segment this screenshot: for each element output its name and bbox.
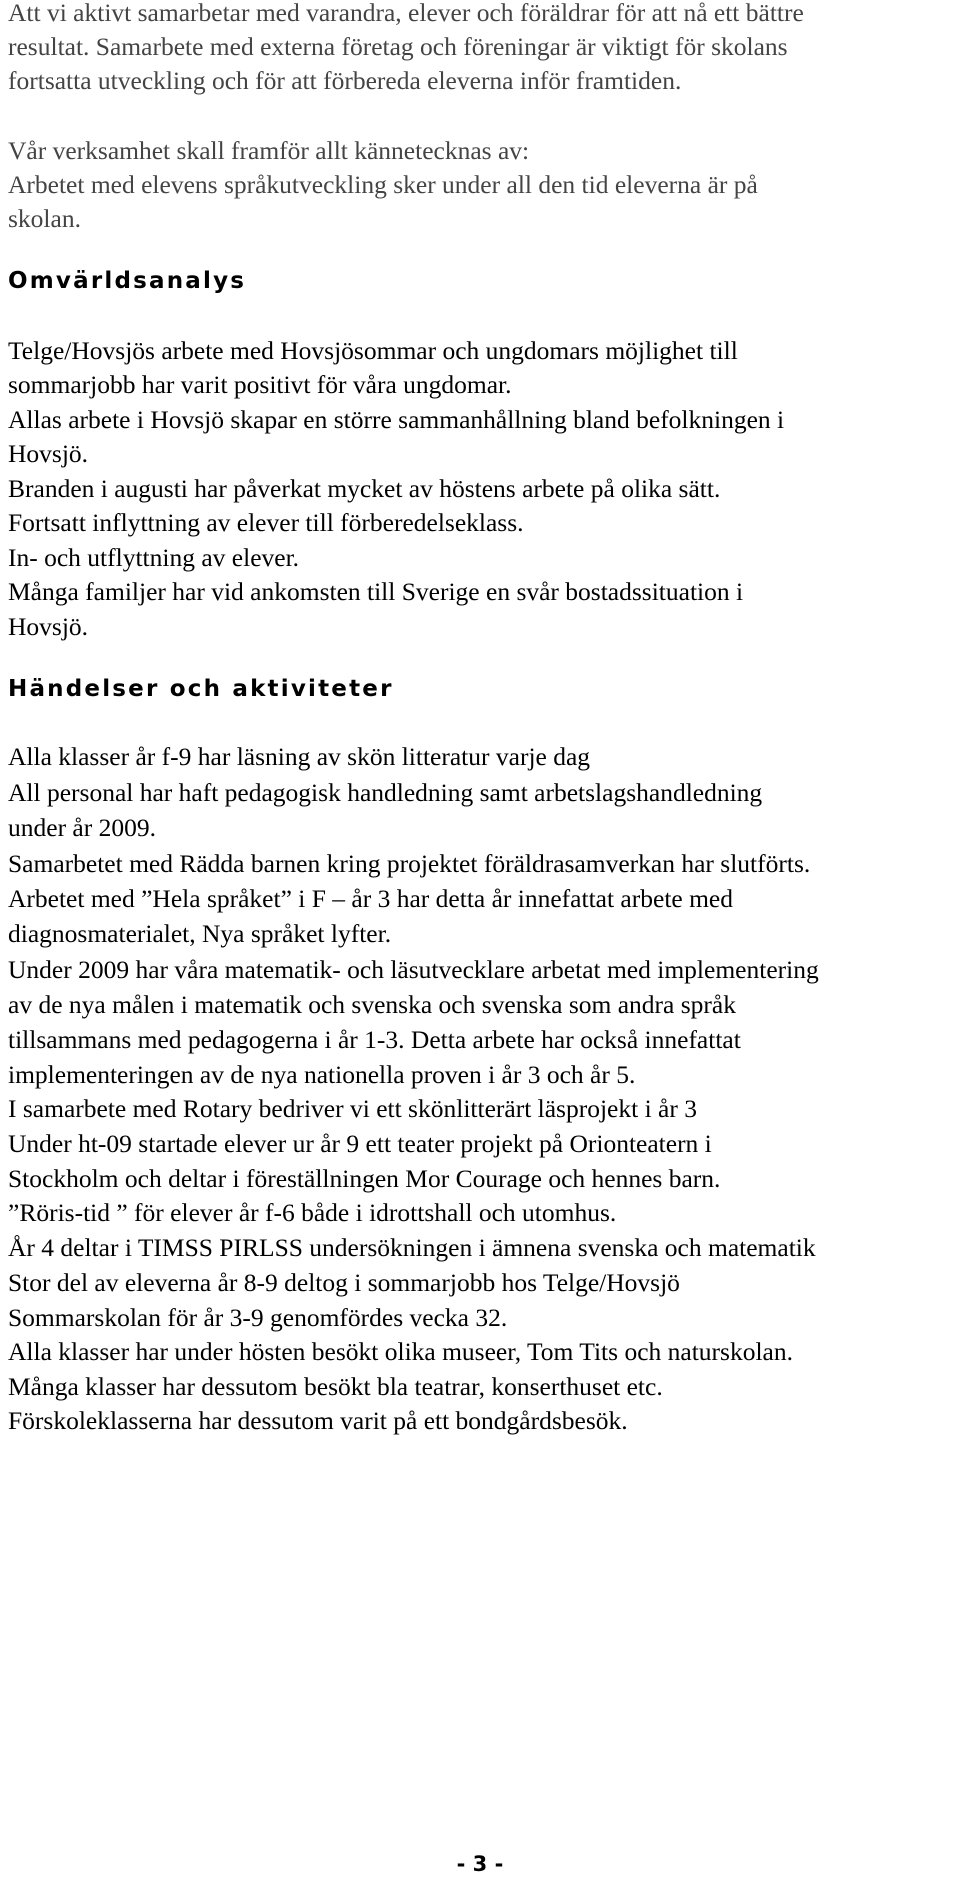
handelser-line: Många klasser har dessutom besökt bla teatrar, konserthuset etc.	[8, 1372, 663, 1401]
handelser-line: Under 2009 har våra matematik- och läsutvecklare arbetat med implementering	[8, 955, 819, 984]
handelser-line: Alla klasser har under hösten besökt olika museer, Tom Tits och naturskolan.	[8, 1337, 793, 1366]
handelser-line: av de nya målen i matematik och svenska och svenska som andra språk	[8, 990, 736, 1019]
handelser-line: Sommarskolan för år 3-9 genomfördes vecka 32.	[8, 1303, 508, 1332]
handelser-line: I samarbete med Rotary bedriver vi ett skönlitterärt läsprojekt i år 3	[8, 1094, 697, 1123]
handelser-line: Alla klasser år f-9 har läsning av skön litteratur varje dag	[8, 742, 591, 771]
handelser-line: tillsammans med pedagogerna i år 1-3. Detta arbete har också innefattat	[8, 1025, 741, 1054]
handelser-line: Arbetet med ”Hela språket” i F – år 3 har detta år innefattat arbete med	[8, 884, 733, 913]
handelser-line: Stor del av eleverna år 8-9 deltog i sommarjobb hos Telge/Hovsjö	[8, 1268, 680, 1297]
omvarldsanalys-line: Branden i augusti har påverkat mycket av höstens arbete på olika sätt.	[8, 474, 721, 503]
focus-line: Vår verksamhet skall framför allt kännetecknas av:	[8, 136, 530, 165]
omvarldsanalys-line: Fortsatt inflyttning av elever till förberedelseklass.	[8, 508, 524, 537]
handelser-line: Under ht-09 startade elever ur år 9 ett teater projekt på Orionteatern i	[8, 1129, 712, 1158]
omvarldsanalys-line: sommarjobb har varit positivt för våra ungdomar.	[8, 370, 512, 399]
intro-line: fortsatta utveckling och för att förbereda eleverna inför framtiden.	[8, 66, 682, 95]
page-number: - 3 -	[456, 1852, 504, 1876]
focus-line: Arbetet med elevens språkutveckling sker under all den tid eleverna är på	[8, 170, 758, 199]
omvarldsanalys-line: Många familjer har vid ankomsten till Sverige en svår bostadssituation i	[8, 577, 744, 606]
section-heading-omvarldsanalys: Omvärldsanalys	[8, 268, 247, 294]
handelser-line: Stockholm och deltar i föreställningen Mor Courage och hennes barn.	[8, 1164, 721, 1193]
handelser-line: År 4 deltar i TIMSS PIRLSS undersökningen i ämnena svenska och matematik	[8, 1233, 816, 1262]
handelser-line: All personal har haft pedagogisk handledning samt arbetslagshandledning	[8, 778, 763, 807]
handelser-line: implementeringen av de nya nationella proven i år 3 och år 5.	[8, 1060, 636, 1089]
omvarldsanalys-line: Hovsjö.	[8, 439, 89, 468]
handelser-line: diagnosmaterialet, Nya språket lyfter.	[8, 919, 392, 948]
omvarldsanalys-line: Hovsjö.	[8, 612, 89, 641]
intro-line: Att vi aktivt samarbetar med varandra, elever och föräldrar för att nå ett bättre	[8, 0, 804, 27]
omvarldsanalys-line: In- och utflyttning av elever.	[8, 543, 300, 572]
handelser-line: under år 2009.	[8, 813, 156, 842]
handelser-line: ”Röris-tid ” för elever år f-6 både i idrottshall och utomhus.	[8, 1198, 617, 1227]
handelser-line: Förskoleklasserna har dessutom varit på ett bondgårdsbesök.	[8, 1406, 628, 1435]
handelser-line: Samarbetet med Rädda barnen kring projektet föräldrasamverkan har slutförts.	[8, 849, 811, 878]
focus-line: skolan.	[8, 204, 81, 233]
omvarldsanalys-line: Telge/Hovsjös arbete med Hovsjösommar och ungdomars möjlighet till	[8, 336, 738, 365]
intro-line: resultat. Samarbete med externa företag och föreningar är viktigt för skolans	[8, 32, 788, 61]
section-heading-handelser: Händelser och aktiviteter	[8, 676, 394, 702]
omvarldsanalys-line: Allas arbete i Hovsjö skapar en större sammanhållning bland befolkningen i	[8, 405, 785, 434]
